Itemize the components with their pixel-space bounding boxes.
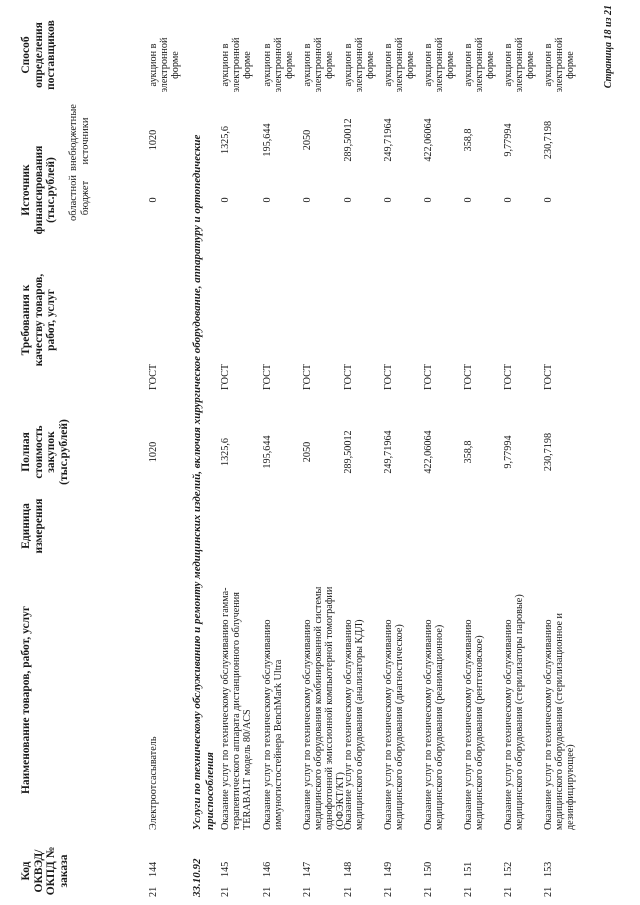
row-name: Оказание услуг по техническому обслуживанию медицинского оборудования (стерилизаторы паровые) (503, 594, 525, 830)
row-regional: 0 (503, 197, 514, 203)
header-method: Способ определения поставщиков (20, 20, 57, 90)
table-row (262, 0, 302, 905)
row-method: аукцион в электронной форме (423, 37, 456, 93)
row-total: 9,77994 (503, 435, 514, 469)
row-name: Оказание услуг по техническому обслуживанию медицинского оборудования (диагностическое) (383, 619, 405, 830)
row-total: 195,644 (262, 435, 273, 469)
row-code: 21 (463, 886, 474, 897)
row-total: 1020 (148, 441, 159, 463)
row-method: аукцион в электронной форме (148, 37, 181, 93)
row-regional: 0 (383, 197, 394, 203)
row-extra: 230,7198 (543, 120, 554, 160)
row-requirements: ГОСТ (463, 363, 474, 390)
row-regional: 0 (423, 197, 434, 203)
row-extra: 1325,6 (220, 126, 231, 155)
row-code: 21 (423, 886, 434, 897)
row-requirements: ГОСТ (343, 363, 354, 390)
row-number: 144 (148, 861, 159, 877)
table-row (543, 0, 583, 905)
row-name: Оказание услуг по техническому обслуживанию медицинского оборудования (стерилизационное и дезинфицирующее) (543, 613, 576, 830)
table-row (148, 0, 188, 905)
row-extra: 422,06064 (423, 118, 434, 162)
row-method: аукцион в электронной форме (220, 37, 253, 93)
row-total: 230,7198 (543, 432, 554, 472)
table-row (220, 0, 260, 905)
row-requirements: ГОСТ (423, 363, 434, 390)
row-requirements: ГОСТ (302, 363, 313, 390)
row-extra: 2050 (302, 129, 313, 151)
row-requirements: ГОСТ (148, 363, 159, 390)
table-row (343, 0, 383, 905)
table-row (383, 0, 423, 905)
row-total: 422,06064 (423, 430, 434, 474)
row-requirements: ГОСТ (262, 363, 273, 390)
row-total: 1325,6 (220, 438, 231, 467)
table-row (423, 0, 463, 905)
row-code: 21 (383, 886, 394, 897)
row-regional: 0 (148, 197, 159, 203)
header-requirements: Требования к качеству товаров, работ, услуг (20, 273, 57, 367)
row-name: Оказание услуг по техническому обслуживанию медицинского оборудования (анализаторы КДЛ) (343, 619, 365, 830)
section-title: Услуги по техническому обслуживанию и ремонту медицинских изделий, включая хирургическое оборудование, аппаратуру и ортопедические приспособления (191, 134, 216, 830)
row-method: аукцион в электронной форме (463, 37, 496, 93)
row-name: Оказание услуг по техническому обслуживанию медицинского оборудования комбинированной системы однофотонной эмиссионной компьютерной томографии (ОФЭКТ/КТ) (302, 586, 346, 830)
row-regional: 0 (262, 197, 273, 203)
row-total: 358,8 (463, 440, 474, 464)
row-regional: 0 (302, 197, 313, 203)
row-regional: 0 (343, 197, 354, 203)
row-requirements: ГОСТ (543, 363, 554, 390)
header-name: Наименование товаров, работ, услуг (20, 605, 32, 795)
row-number: 153 (543, 861, 554, 877)
page-number: Страница 18 из 21 (603, 5, 614, 89)
row-name: Оказание услуг по техническому обслуживанию медицинского оборудования (рентгеновское) (463, 619, 485, 830)
row-extra: 1020 (148, 129, 159, 151)
row-method: аукцион в электронной форме (302, 37, 335, 93)
row-method: аукцион в электронной форме (343, 37, 376, 93)
row-extra: 358,8 (463, 128, 474, 152)
row-code: 21 (262, 886, 273, 897)
row-name: Оказание услуг по техническому обслуживанию иммуногистостейнера BenchMark Ultra (262, 619, 284, 830)
row-method: аукцион в электронной форме (383, 37, 416, 93)
row-extra: 289,50012 (343, 118, 354, 162)
row-number: 148 (343, 861, 354, 877)
row-number: 147 (302, 861, 313, 877)
row-requirements: ГОСТ (383, 363, 394, 390)
header-unit: Единица измерения (20, 498, 45, 554)
row-number: 150 (423, 861, 434, 877)
row-code: 21 (220, 886, 231, 897)
table-row (503, 0, 543, 905)
row-name: Электроотсасыватель (148, 736, 159, 830)
header-code: Код ОКВЭД/ ОКПД № заказа (20, 846, 70, 896)
row-total: 289,50012 (343, 430, 354, 474)
row-extra: 195,644 (262, 123, 273, 157)
row-method: аукцион в электронной форме (543, 37, 576, 93)
table-row (302, 0, 346, 905)
row-code: 21 (503, 886, 514, 897)
row-number: 149 (383, 861, 394, 877)
row-extra: 9,77994 (503, 123, 514, 157)
row-code: 21 (543, 886, 554, 897)
row-code: 21 (148, 886, 159, 897)
row-code: 21 (343, 886, 354, 897)
row-regional: 0 (220, 197, 231, 203)
row-regional: 0 (463, 197, 474, 203)
section-code: 33.10.92 (191, 858, 203, 897)
row-method: аукцион в электронной форме (262, 37, 295, 93)
table-row (463, 0, 503, 905)
row-number: 146 (262, 861, 273, 877)
row-requirements: ГОСТ (503, 363, 514, 390)
row-extra: 249,71964 (383, 118, 394, 162)
row-number: 151 (463, 861, 474, 877)
row-method: аукцион в электронной форме (503, 37, 536, 93)
header-total: Полная стоимость закупок (тыс.рублей) (20, 419, 70, 485)
header-source: Источник финансирования (тыс.рублей) (20, 145, 57, 235)
row-regional: 0 (543, 197, 554, 203)
row-name: Оказание услуг по техническому обслуживанию медицинского оборудования (реанимационное) (423, 619, 445, 830)
row-code: 21 (302, 886, 313, 897)
row-total: 2050 (302, 441, 313, 463)
row-requirements: ГОСТ (220, 363, 231, 390)
row-number: 145 (220, 861, 231, 877)
row-name: Оказание услуг по техническому обслуживанию гамма-терапевтического аппарата дистанционного облучения TERABALT модель 80/ACS (220, 587, 253, 830)
header-source-extra: внебюджетные источники (68, 104, 91, 171)
row-number: 152 (503, 861, 514, 877)
header-source-regional: областной бюджет (68, 175, 91, 221)
row-total: 249,71964 (383, 430, 394, 474)
